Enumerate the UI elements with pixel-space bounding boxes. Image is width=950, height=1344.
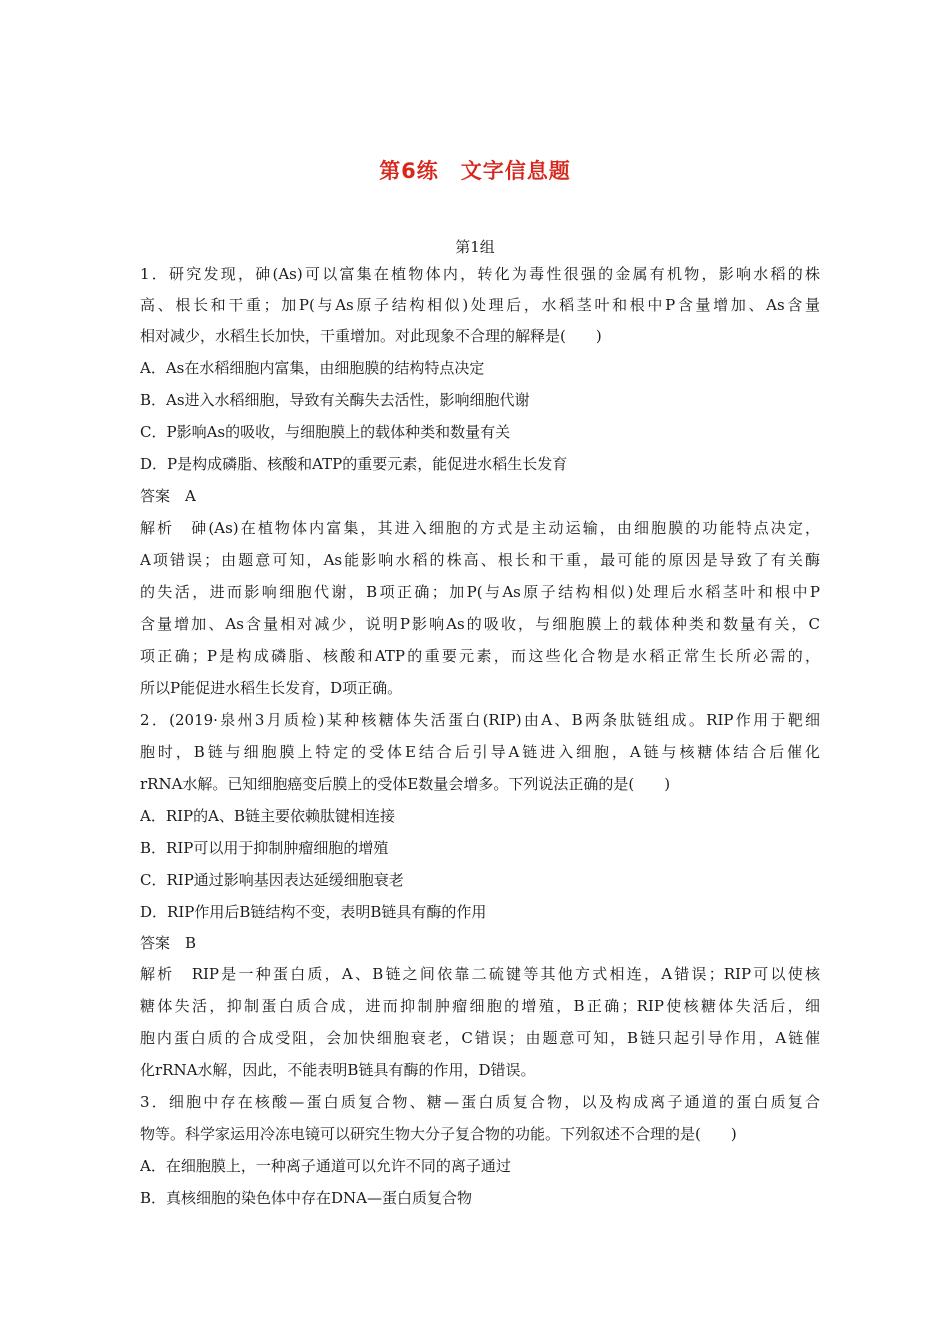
q2-option-a: A．RIP的A、B链主要依赖肽键相连接	[140, 807, 396, 825]
q1-analysis-line: 所以P能促进水稻生长发育，D项正确。	[140, 679, 403, 697]
q2-analysis-line: 化rRNA水解，因此，不能表明B链具有酶的作用，D错误。	[140, 1061, 536, 1079]
q1-analysis-line: 项正确；P是构成磷脂、核酸和ATP的重要元素，而这些化合物是水稻正常生长所必需的，	[140, 647, 820, 665]
group-title: 第1组	[455, 238, 495, 256]
q3-option-a: A．在细胞膜上，一种离子通道可以允许不同的离子通过	[140, 1157, 511, 1175]
q1-stem-line: 相对减少，水稻生长加快，干重增加。对此现象不合理的解释是( )	[140, 327, 602, 345]
q2-analysis-line: 胞内蛋白质的合成受阻，会加快细胞衰老，C错误；由题意可知，B链只起引导作用，A链催	[140, 1029, 820, 1047]
q1-stem-line: 1．研究发现，砷(As)可以富集在植物体内，转化为毒性很强的金属有机物，影响水稻的株	[140, 265, 820, 283]
q1-option-b: B．As进入水稻细胞，导致有关酶失去活性，影响细胞代谢	[140, 391, 530, 409]
q1-option-d: D．P是构成磷脂、核酸和ATP的重要元素，能促进水稻生长发育	[140, 455, 568, 473]
q1-analysis-line: 含量增加、As含量相对减少，说明P影响As的吸收，与细胞膜上的载体种类和数量有关，C	[140, 615, 820, 633]
q3-option-b: B．真核细胞的染色体中存在DNA—蛋白质复合物	[140, 1189, 473, 1207]
q3-stem-line: 3．细胞中存在核酸—蛋白质复合物、糖—蛋白质复合物，以及构成离子通道的蛋白质复合	[140, 1093, 820, 1111]
q2-stem-line: 胞时，B链与细胞膜上特定的受体E结合后引导A链进入细胞，A链与核糖体结合后催化	[140, 743, 820, 761]
q1-option-c: C．P影响As的吸收，与细胞膜上的载体种类和数量有关	[140, 423, 511, 441]
q1-analysis-line: 的失活，进而影响细胞代谢，B项正确；加P(与As原子结构相似)处理后水稻茎叶和根中P	[140, 583, 820, 601]
q3-stem-line: 物等。科学家运用冷冻电镜可以研究生物大分子复合物的功能。下列叙述不合理的是( )	[140, 1125, 737, 1143]
q2-stem-line: rRNA水解。已知细胞癌变后膜上的受体E数量会增多。下列说法正确的是( )	[140, 775, 671, 793]
q1-analysis-line: 解析 砷(As)在植物体内富集，其进入细胞的方式是主动运输，由细胞膜的功能特点决定，	[140, 519, 820, 537]
q2-option-d: D．RIP作用后B链结构不变，表明B链具有酶的作用	[140, 903, 487, 921]
q1-option-a: A．As在水稻细胞内富集，由细胞膜的结构特点决定	[140, 359, 485, 377]
q2-analysis-line: 糖体失活，抑制蛋白质合成，进而抑制肿瘤细胞的增殖，B正确；RIP使核糖体失活后，细	[140, 997, 820, 1015]
q1-answer: 答案 A	[140, 487, 196, 505]
q2-option-c: C．RIP通过影响基因表达延缓细胞衰老	[140, 871, 404, 889]
q2-answer: 答案 B	[140, 934, 197, 952]
q2-stem-line: 2．(2019·泉州3月质检)某种核糖体失活蛋白(RIP)由A、B两条肽链组成。RIP作用于靶细	[140, 711, 820, 729]
q1-analysis-line: A项错误；由题意可知，As能影响水稻的株高、根长和干重，最可能的原因是导致了有关酶	[140, 551, 820, 569]
q2-option-b: B．RIP可以用于抑制肿瘤细胞的增殖	[140, 839, 389, 857]
page-title: 第6练 文字信息题	[379, 159, 571, 183]
q2-analysis-line: 解析 RIP是一种蛋白质，A、B链之间依靠二硫键等其他方式相连，A错误；RIP可以使核	[140, 965, 820, 983]
q1-stem-line: 高、根长和干重；加P(与As原子结构相似)处理后，水稻茎叶和根中P含量增加、As含量	[140, 296, 820, 314]
